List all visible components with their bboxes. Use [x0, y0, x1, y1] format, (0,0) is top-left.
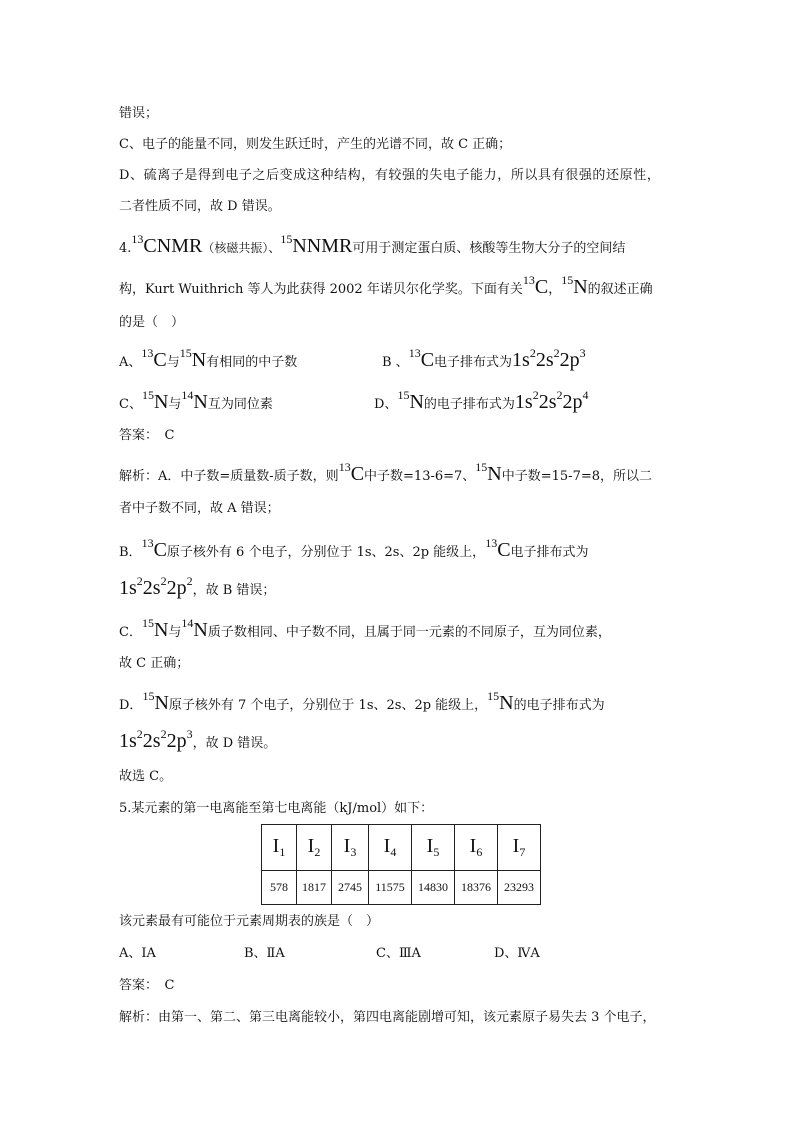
q5-stem: 5.某元素的第一电离能至第七电离能（kJ/mol）如下：: [119, 801, 434, 816]
isotope-13c: $^{13}$C: [522, 273, 549, 298]
q5-option-b: B、ⅡA: [244, 946, 285, 961]
table-header-cell: $I_7$: [498, 825, 541, 871]
q4-stem-line-3: 的是（ ）: [119, 315, 185, 330]
table-header-cell: $I_6$: [455, 825, 498, 871]
text-line: 故选 C。: [119, 769, 173, 784]
config-1s2-2s2-2p3: $1s^22s^22p^3$: [512, 346, 586, 371]
table-header-cell: $I_5$: [412, 825, 455, 871]
table-cell: 11575: [369, 871, 412, 905]
config-1s2-2s2-2p4: $1s^22s^22p^4$: [514, 388, 589, 413]
text-line: 错误；: [119, 106, 159, 121]
formula-15nnmr: $^{15}$NNMR: [280, 232, 353, 257]
q5-analysis: 解析：由第一、第二、第三电离能较小，第四电离能剧增可知，该元素原子易失去 3 个电子，: [119, 1010, 656, 1025]
table-cell: 2745: [332, 871, 369, 905]
q4-analysis-b: B．$^{13}$C原子核外有 6 个电子，分别位于 1s、2s、2p 能级上，$^{13}$C电子排布式为: [119, 536, 589, 561]
q4-analysis-b-2: $1s^22s^22p^2$，故 B 错误；: [119, 574, 276, 599]
q4-analysis-a: 解析：A．中子数=质量数-质子数，则$^{13}$C中子数=13-6=7、$^{15}$N中子数=15-7=8，所以二: [119, 460, 653, 485]
text-line: 故 C 正确；: [119, 656, 190, 671]
table-cell: 23293: [498, 871, 541, 905]
text-line: 二者性质不同，故 D 错误。: [119, 199, 281, 214]
table-cell: 14830: [412, 871, 455, 905]
q4-analysis-d: D．$^{15}$N原子核外有 7 个电子，分别位于 1s、2s、2p 能级上，$^{15}$N的电子排布式为: [119, 689, 605, 714]
table-value-row: [262, 871, 541, 905]
table-header-cell: $I_1$: [262, 825, 297, 871]
q4-analysis-c: C．$^{15}$N与$^{14}$N质子数相同、中子数不同，且属于同一元素的不同原子，互为同位素，: [119, 616, 611, 641]
ionization-energy-table: [261, 824, 541, 905]
q5-option-c: C、ⅢA: [376, 946, 421, 961]
q4-option-a: A、$^{13}$C与$^{15}$N有相同的中子数: [119, 346, 298, 371]
text-line: D、硫离子是得到电子之后变成这种结构，有较强的失电子能力，所以具有很强的还原性，: [119, 168, 661, 183]
q4-analysis-d-2: $1s^22s^22p^3$，故 D 错误。: [119, 727, 277, 752]
q5-option-a: A、ⅠA: [119, 946, 156, 961]
table-header-row: [262, 825, 541, 871]
table-header-cell: $I_4$: [369, 825, 412, 871]
isotope-15n: $^{15}$N: [561, 273, 588, 298]
table-cell: 18376: [455, 871, 498, 905]
table-cell: 578: [262, 871, 297, 905]
q4-option-b: B 、$^{13}$C电子排布式为$1s^22s^22p^3$: [382, 346, 586, 371]
table-cell: 1817: [297, 871, 332, 905]
q4-option-d: D、$^{15}$N的电子排布式为$1s^22s^22p^4$: [374, 388, 589, 413]
q5-option-d: D、ⅣA: [494, 946, 540, 961]
table-header-cell: $I_2$: [297, 825, 332, 871]
text-line: 者中子数不同，故 A 错误；: [119, 501, 280, 516]
table-header-cell: $I_3$: [332, 825, 369, 871]
q4-answer: 答案： C: [119, 428, 175, 443]
formula-13cnmr: $^{13}$CNMR: [131, 232, 203, 257]
text-line: C、电子的能量不同，则发生跃迁时，产生的光谱不同，故 C 正确；: [119, 137, 512, 152]
q4-option-c: C、$^{15}$N与$^{14}$N互为同位素: [119, 388, 273, 413]
q5-question: 该元素最有可能位于元素周期表的族是（ ）: [119, 914, 380, 929]
q5-answer: 答案： C: [119, 978, 175, 993]
q4-stem-line-1: 4.13CNMR（核磁共振）、$^{15}$NNMR可用于测定蛋白质、核酸等生物大分子的空间结: [119, 232, 626, 257]
q4-stem-line-2: 构，Kurt Wuithrich 等人为此获得 2002 年诺贝尔化学奖。下面有关$^{13}$C，$^{15}$N的叙述正确: [119, 273, 653, 298]
